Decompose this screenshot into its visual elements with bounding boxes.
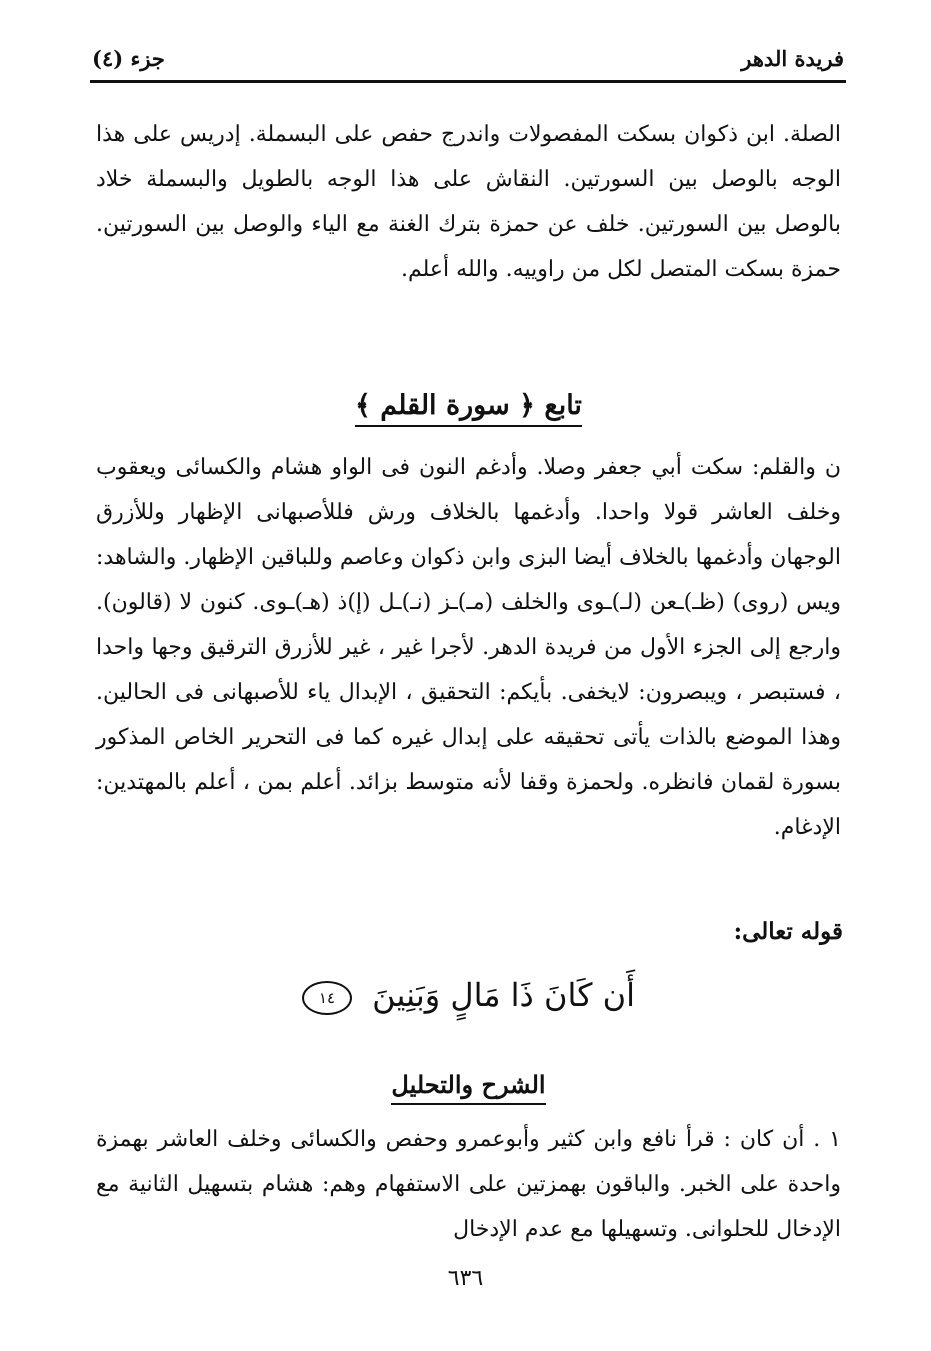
analysis-heading	[96, 1070, 841, 1105]
verse-label: قوله تعالى:	[733, 918, 843, 945]
quran-verse	[96, 965, 841, 1025]
verse-text: أَن كَانَ ذَا مَالٍ وَبَنِينَ	[372, 976, 636, 1014]
section-heading	[96, 390, 841, 427]
book-title: فريدة الدهر	[741, 45, 844, 71]
section-paragraph-block	[96, 445, 841, 850]
analysis-title: الشرح والتحليل	[391, 1070, 545, 1105]
page-header	[92, 40, 844, 76]
part-number: جزء (٤)	[92, 45, 165, 71]
intro-paragraph-block	[96, 112, 841, 292]
section-paragraph: ن والقلم: سكت أبي جعفر وصلا. وأدغم النون فى الواو هشام والكسائى ويعقوب وخلف العاشر قولا واحدا. وأدغمها بالخلاف ورش فللأصبهانى الإظهار وللأزرق الوجهان وأدغمها بالخلاف أيضا البزى وابن ذكوان وعاصم وللباقين الإظهار. والشاهد: ويس (روى) (ظـ)ـعن (لـ)ـوى والخلف (مـ)ـز (نـ)ـل (إ)ذ (هـ)ـوى. كنون لا (قالون). وارجع إلى الجزء الأول من فريدة الدهر. لأجرا غير ، غير للأزرق الترقيق وجها واحدا ، فستبصر ، ويبصرون: لايخفى. بأيكم: التحقيق ، الإبدال ياء للأصبهانى فى الحالين. وهذا الموضع بالذات يأتى تحقيقه على إبدال غيره كما فى التحرير الخاص المذكور بسورة لقمان فانظره. ولحمزة وقفا لأنه متوسط بزائد. أعلم بمن ، أعلم بالمهتدين: الإدغام.	[96, 455, 841, 840]
analysis-paragraph-block	[96, 1117, 841, 1252]
section-title: تابع ﴿ سورة القلم ﴾	[355, 390, 582, 427]
page-number: ٦٣٦	[447, 1266, 484, 1291]
intro-paragraph: الصلة. ابن ذكوان بسكت المفصولات واندرج حفص على البسملة. إدريس على هذا الوجه بالوصل بين السورتين. النقاش على هذا الوجه بالطويل والبسملة خلاد بالوصل بين السورتين. خلف عن حمزة بترك الغنة مع الياء والوصل بين السورتين. حمزة بسكت المتصل لكل من راوييه. والله أعلم.	[96, 122, 841, 282]
verse-number-marker: ١٤	[302, 981, 352, 1015]
header-divider	[90, 80, 846, 83]
analysis-paragraph: ١ . أن كان : قرأ نافع وابن كثير وأبوعمرو وحفص والكسائى وخلف العاشر بهمزة واحدة على الخبر. والباقون بهمزتين على الاستفهام وهم: هشام بتسهيل الثانية مع الإدخال للحلوانى. وتسهيلها مع عدم الإدخال	[96, 1127, 841, 1242]
